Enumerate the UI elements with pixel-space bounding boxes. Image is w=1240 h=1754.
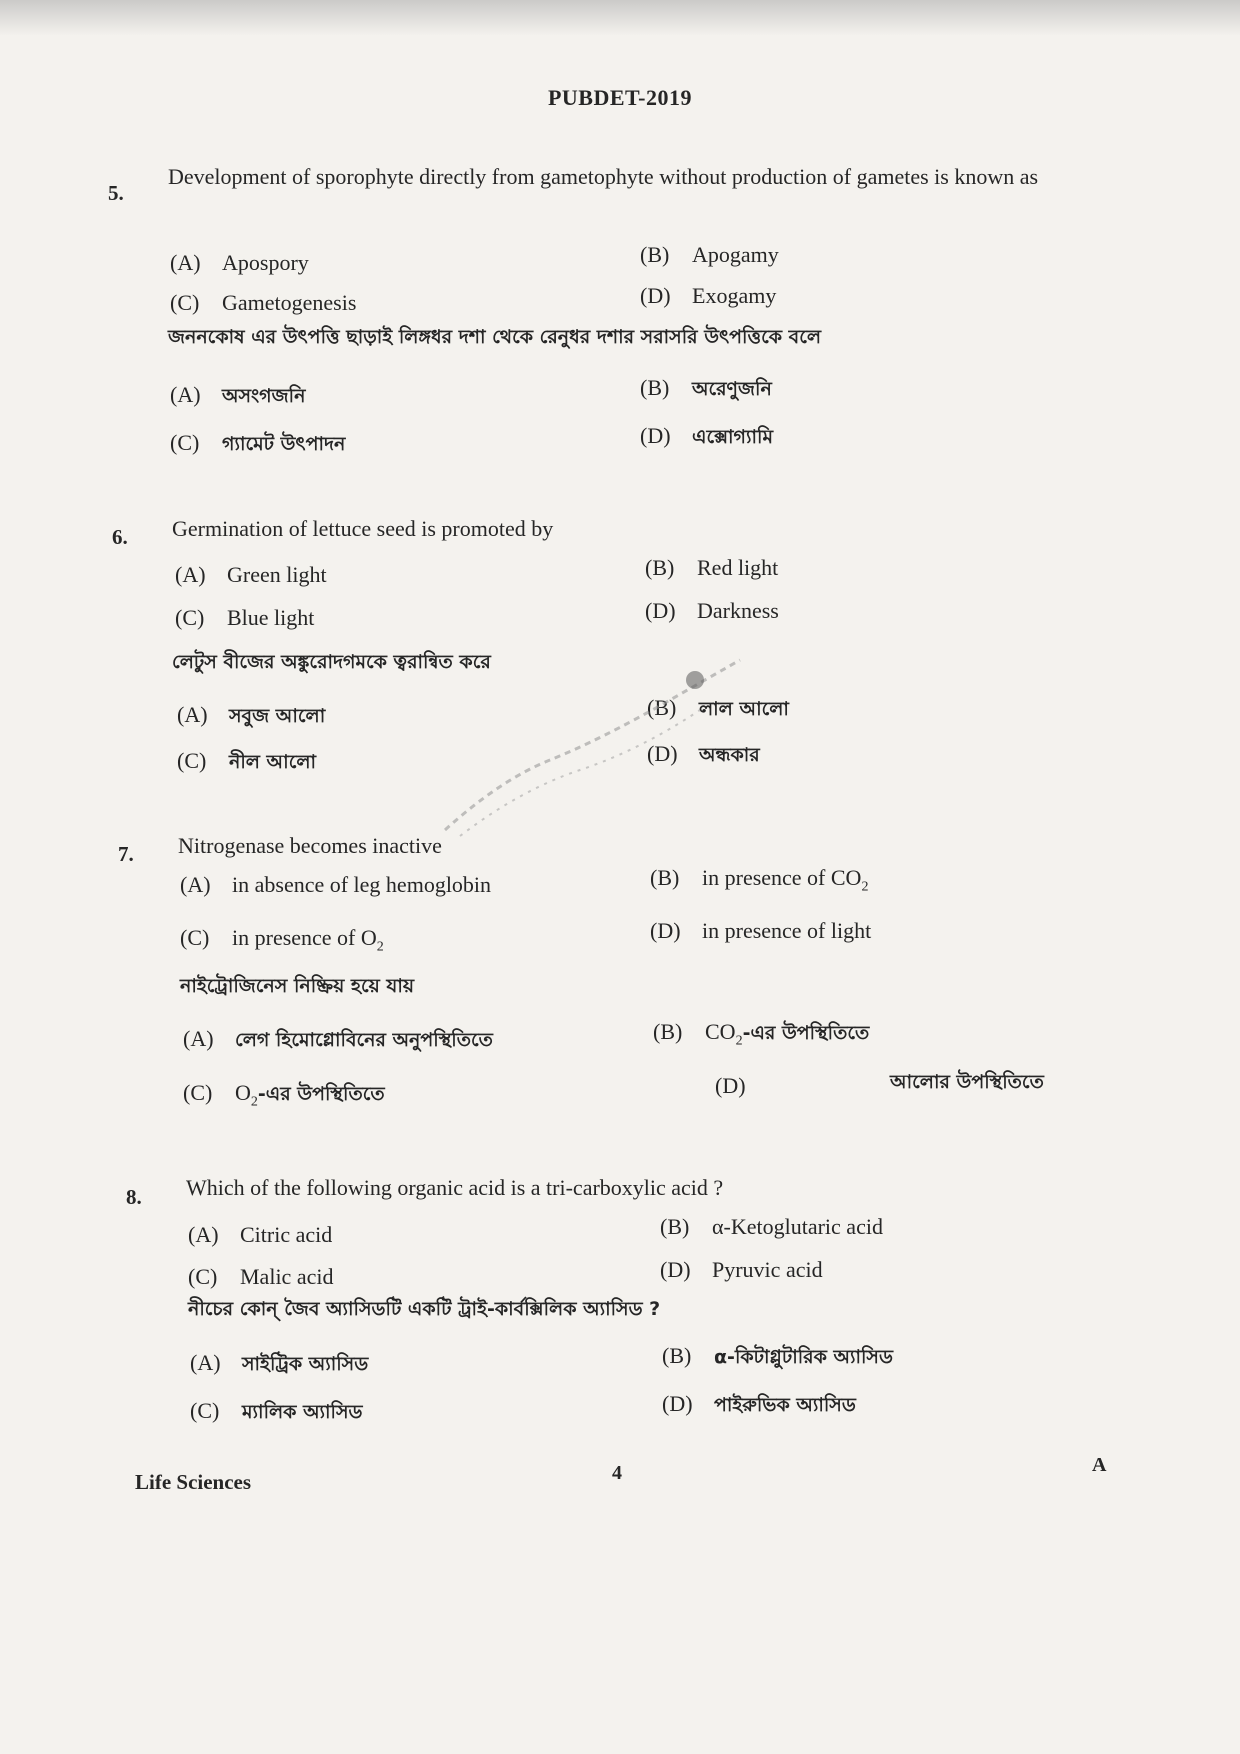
question-text: Nitrogenase becomes inactive: [178, 833, 442, 858]
option-d: (D) in presence of light: [650, 918, 872, 943]
option-b: (B) in presence of $CO_2$: [650, 865, 869, 895]
bengali-option-d: (D) পাইরুভিক অ্যাসিড: [662, 1391, 856, 1416]
option-b: (B) Red light: [645, 555, 779, 580]
question-text-bengali: নীচের কোন্ জৈব অ্যাসিডটি একটি ট্রাই-কার্বক্সিলিক অ্যাসিড ?: [188, 1298, 661, 1320]
scan-top-edge: [0, 0, 1240, 36]
option-d: (D) Darkness: [645, 598, 779, 623]
question-text-bengali: লেটুস বীজের অঙ্কুরোদগমকে ত্বরান্বিত করে: [172, 651, 491, 673]
bengali-option-b: (B) অরেণুজনি: [640, 375, 772, 400]
option-c: (C) Malic acid: [188, 1264, 334, 1289]
bengali-option-d: আলোর উপস্থিতিতে: [890, 1071, 1044, 1093]
bengali-option-c: (C) নীল আলো: [177, 748, 317, 773]
bengali-option-c: (C) $O_2-এর$ উপস্থিতিতে: [183, 1080, 385, 1110]
bengali-option-a: (A) সাইট্রিক অ্যাসিড: [190, 1350, 369, 1375]
option-b: (B) α-Ketoglutaric acid: [660, 1214, 883, 1239]
option-c: (C) in presence of $O_2$: [180, 925, 384, 955]
option-a: (A) in absence of leg hemoglobin: [180, 872, 492, 897]
question-text-bengali: জননকোষ এর উৎপত্তি ছাড়াই লিঙ্গধর দশা থেকে রেনুধর দশার সরাসরি উৎপত্তিকে বলে: [168, 326, 821, 348]
option-b: (B) Apogamy: [640, 242, 779, 267]
bengali-option-a: (A) সবুজ আলো: [177, 702, 326, 727]
bengali-option-a: (A) লেগ হিমোগ্লোবিনের অনুপস্থিতিতে: [183, 1026, 493, 1051]
question-number: 6.: [112, 525, 128, 549]
option-c: (C) Blue light: [175, 605, 315, 630]
bengali-option-c: (C) ম্যালিক অ্যাসিড: [190, 1398, 363, 1423]
option-d: (D) Pyruvic acid: [660, 1257, 823, 1282]
footer-subject: Life Sciences: [135, 1470, 252, 1494]
page-title: PUBDET-2019: [547, 85, 693, 110]
bengali-option-b: (B) α-কিটাগ্লুটারিক অ্যাসিড: [662, 1343, 893, 1368]
bengali-option-c: (C) গ্যামেট উৎপাদন: [170, 430, 346, 455]
question-number: 7.: [118, 842, 134, 866]
footer-page-number: 4: [612, 1462, 622, 1484]
question-text-bengali: নাইট্রোজিনেস নিষ্ক্রিয় হয়ে যায়: [180, 975, 415, 997]
option-d: (D) Exogamy: [640, 283, 777, 308]
option-a: (A) Green light: [175, 562, 327, 587]
bengali-option-d: (D) অন্ধকার: [647, 741, 760, 766]
option-a: (A) Citric acid: [188, 1222, 333, 1247]
question-text: Which of the following organic acid is a tri-carboxylic acid ?: [186, 1175, 724, 1200]
question-text: Development of sporophyte directly from gametophyte without production of gametes is known as: [168, 164, 1039, 189]
question-text: Germination of lettuce seed is promoted by: [172, 516, 554, 541]
bengali-option-a: (A) অসংগজনি: [170, 382, 306, 407]
question-number: 5.: [108, 181, 124, 205]
option-c: (C) Gametogenesis: [170, 290, 357, 315]
bengali-option-d: (D) এক্সোগ্যামি: [640, 423, 774, 448]
question-number: 8.: [126, 1185, 142, 1209]
bengali-option-b: (B) $CO_2-এর$ উপস্থিতিতে: [653, 1019, 870, 1049]
bengali-option-b: (B) লাল আলো: [647, 695, 789, 720]
bengali-option-d-label: (D): [715, 1073, 746, 1098]
option-a: (A) Apospory: [170, 250, 309, 275]
footer-set-code: A: [1092, 1454, 1107, 1476]
